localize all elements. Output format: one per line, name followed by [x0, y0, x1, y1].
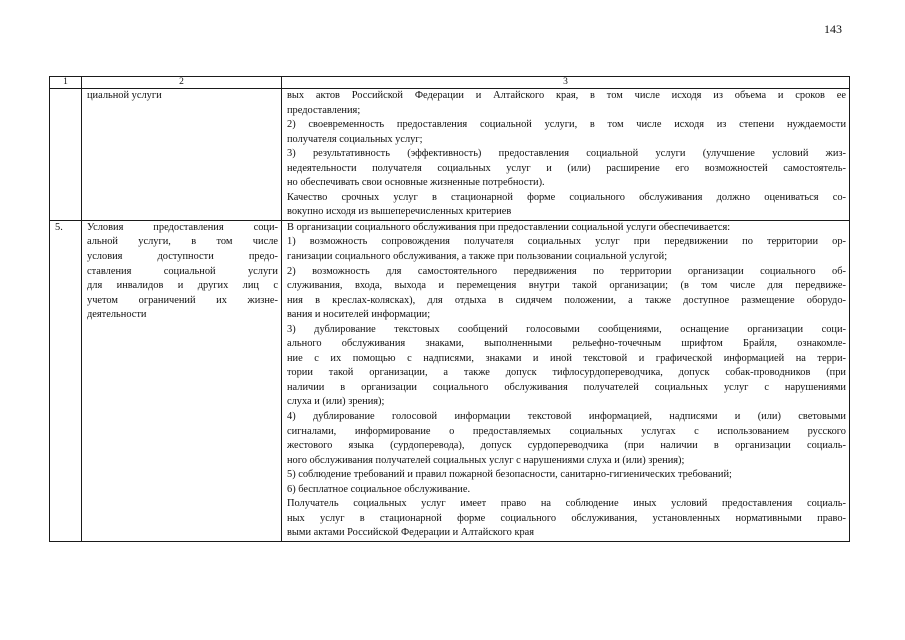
description-line: ального обслуживания знаками, выполненными рельефно-точечным шрифтом Брайля, ознакомле-	[287, 338, 846, 350]
description-line: 3) результативность (эффективность) предоставления социальной услуги (улучшение условий жиз-	[287, 148, 846, 160]
row-number-cell	[50, 89, 82, 221]
description-line: сигналами, информирование о предоставляемых социальных услугах с использованием русского	[287, 425, 846, 437]
description-line: наличии в организации социального обслуживания получателей социальных услуг с нарушениями	[287, 381, 846, 393]
criterion-name-line: учетом ограничений их жизне-	[87, 294, 278, 306]
header-cell-3: 3	[282, 77, 850, 89]
description-line: ного обслуживания получателей социальных услуг с нарушениями слуха и (или) зрения);	[287, 454, 685, 466]
description-line: ния в креслах-колясках), для отдыха в сидячем положении, а также доступное размещение оборудо-	[287, 294, 846, 306]
criterion-name-cell	[82, 89, 282, 221]
description-line: В организации социального обслуживания при предоставлении социальной услуги обеспечивается:	[287, 221, 731, 233]
description-line: получателя социальных услуг;	[287, 133, 423, 145]
description-line: вания и носителей информации;	[287, 309, 431, 321]
description-line: 2) своевременность предоставления социальной услуги, в том числе исходя из степени нуждаемости	[287, 119, 846, 131]
table-header-row	[50, 77, 850, 89]
description-line: но обеспечивать свои основные жизненные потребности).	[287, 177, 545, 189]
table-row-continuation	[50, 89, 850, 221]
description-line: жестового языка (сурдоперевода), допуск сурдопереводчика (при наличии в организации социаль-	[287, 440, 846, 452]
criterion-name-line: Условия предоставления соци-	[87, 221, 278, 233]
criterion-name-cell	[82, 220, 282, 541]
header-cell-2: 2	[82, 77, 282, 89]
criterion-name-line: деятельности	[87, 309, 147, 321]
description-line: вых актов Российской Федерации и Алтайского края, в том числе исходя из объема и сроков ее	[287, 90, 846, 101]
description-line: Качество срочных услуг в стационарной форме социального обслуживания должно оцениваться со-	[287, 191, 846, 203]
description-line: Получатель социальных услуг имеет право на соблюдение иных условий предоставления социаль-	[287, 498, 846, 510]
description-line: 2) возможность для самостоятельного передвижения по территории организации социального об-	[287, 265, 846, 277]
header-cell-1: 1	[50, 77, 82, 89]
page-number: 143	[824, 22, 842, 36]
criterion-description-cell	[282, 220, 850, 541]
criterion-name-line: циальной услуги	[87, 90, 162, 101]
description-line: выми актами Российской Федерации и Алтайского края	[287, 527, 535, 539]
service-table	[49, 76, 850, 542]
description-line: 3) дублирование текстовых сообщений голосовыми сообщениями, оснащение организации соци-	[287, 323, 846, 335]
description-line: служивания, входа, выхода и перемещения внутри такой организации; (в том числе для передвиже-	[287, 280, 846, 292]
description-line: 6) бесплатное социальное обслуживание.	[287, 483, 471, 495]
description-line: предоставления;	[287, 104, 361, 116]
description-line: вокупно исходя из вышеперечисленных критериев	[287, 206, 512, 218]
description-line: 5) соблюдение требований и правил пожарной безопасности, санитарно-гигиенических требований;	[287, 469, 732, 481]
description-line: тории такой организации, а также допуск тифлосурдопереводчика, допуск собак-проводников (при	[287, 367, 846, 379]
criterion-name-line: для инвалидов и других лиц с	[87, 280, 278, 292]
row-number-cell: 5.	[50, 220, 82, 541]
description-line: 1) возможность сопровождения получателя социальных услуг при передвижении по территории ор-	[287, 236, 846, 248]
description-line: ние с их помощью с надписями, знаками и иной текстовой и графической информацией на терри-	[287, 352, 846, 364]
criterion-name-line: альной услуги, в том числе	[87, 236, 278, 248]
criterion-description-cell	[282, 89, 850, 221]
table-row-5	[50, 220, 850, 541]
description-line: ганизации социального обслуживания, а также при пользовании социальной услугой;	[287, 251, 668, 263]
criterion-name-line: ставления социальной услуги	[87, 265, 278, 277]
description-line: слуха и (или) зрения);	[287, 396, 385, 408]
criterion-name-line: условия доступности предо-	[87, 251, 278, 263]
description-line: 4) дублирование голосовой информации текстовой информацией, надписями и (или) световыми	[287, 411, 846, 423]
description-line: недеятельности получателя социальных услуг и (или) расширение его возможностей самостоятель-	[287, 162, 846, 174]
description-line: ных услуг в стационарной форме социального обслуживания, установленных нормативными право-	[287, 512, 846, 524]
